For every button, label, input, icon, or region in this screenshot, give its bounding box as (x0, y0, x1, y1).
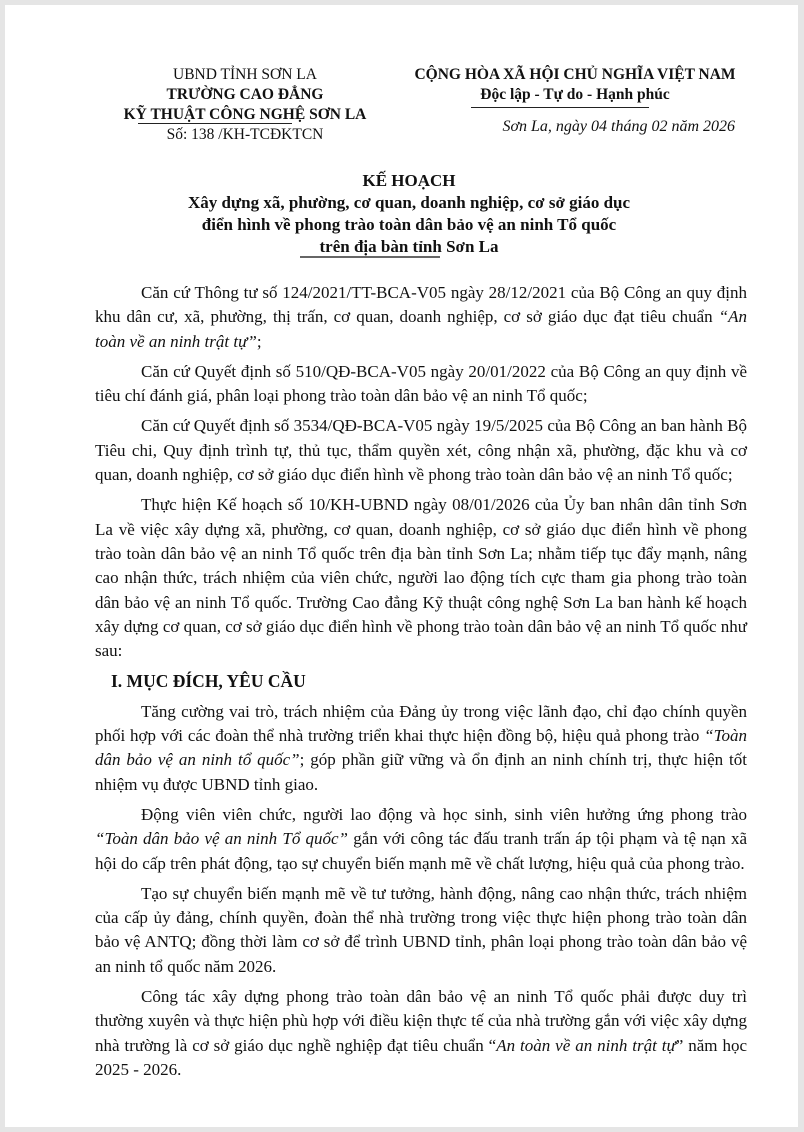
authority-name: UBND TỈNH SƠN LA (173, 66, 317, 83)
motto-underline (471, 107, 649, 108)
national-motto: Độc lập - Tự do - Hạnh phúc (480, 86, 670, 103)
title-line-2: điển hình về phong trào toàn dân bảo vệ an ninh Tổ quốc (201, 215, 617, 234)
issuing-authority-block (95, 65, 395, 145)
paragraph-implementation: Thực hiện Kế hoạch số 10/KH-UBND ngày 08/01/2026 của Ủy ban nhân dân tỉnh Sơn La về việc xây dựng xã, phường, cơ quan, doanh nghiệp, cơ sở giáo dục điển hình về phong trào toàn dân bảo vệ an ninh Tổ quốc trên địa bàn tỉnh Sơn La; nhằm tiếp tục đẩy mạnh, nâng cao nhận thức, trách nhiệm của viên chức, người lao động tích cực tham gia phong trào toàn dân bảo vệ an ninh Tổ quốc. Trường Cao đẳng Kỹ thuật công nghệ Sơn La ban hành kế hoạch xây dựng cơ quan, cơ sở giáo dục điển hình về phong trào toàn dân bảo vệ an ninh Tổ quốc như sau: (95, 495, 747, 661)
document-page (5, 5, 798, 1127)
document-title-block (95, 170, 723, 258)
org-name-line2: KỸ THUẬT CÔNG NGHỆ SƠN LA (123, 106, 367, 123)
paragraph-legal-basis-3: Căn cứ Quyết định số 3534/QĐ-BCA-V05 ngày 19/5/2025 của Bộ Công an ban hành Bộ Tiêu chi, Quy định trình tự, thủ tục, thẩm quyền xét, công nhận xã, phường, đặc khu và cơ quan, doanh nghiệp, cơ sở giáo dục điển hình về phong trào toàn dân bảo vệ an ninh Tổ quốc; (95, 416, 747, 485)
document-body (95, 281, 747, 1088)
title-line-3: trên địa bàn tỉnh Sơn La (319, 237, 499, 256)
paragraph-purpose-3: Tạo sự chuyển biến mạnh mẽ về tư tưởng, hành động, nâng cao nhận thức, trách nhiệm của cấp ủy đảng, chính quyền, đoàn thể nhà trường trong việc thực hiện phong trào toàn dân bảo vệ ANTQ; đồng thời làm cơ sở để trình UBND tỉnh, phân loại phong trào toàn dân bảo vệ an ninh tổ quốc năm 2026. (95, 883, 747, 976)
paragraph-legal-basis-1: Căn cứ Thông tư số 124/2021/TT-BCA-V05 ngày 28/12/2021 của Bộ Công an quy định khu dân cư, xã, phường, thị trấn, cơ quan, doanh nghiệp, cơ sở giáo dục đạt tiêu chuẩn “An toàn về an ninh trật tự”; (95, 283, 747, 351)
document-type: KẾ HOẠCH (362, 171, 456, 190)
title-line-1: Xây dựng xã, phường, cơ quan, doanh nghiệp, cơ sở giáo dục (187, 193, 631, 212)
section-heading-purpose: I. MỤC ĐÍCH, YÊU CẦU (111, 671, 306, 692)
org-underline (138, 123, 292, 124)
paragraph-legal-basis-2: Căn cứ Quyết định số 510/QĐ-BCA-V05 ngày 20/01/2022 của Bộ Công an quy định về tiêu chí đánh giá, phân loại phong trào toàn dân bảo vệ an ninh Tổ quốc; (95, 361, 747, 406)
place-date: Sơn La, ngày 04 tháng 02 năm 2026 (502, 118, 735, 135)
org-name-line1: TRƯỜNG CAO ĐẲNG (166, 86, 324, 103)
paragraph-purpose-4: Công tác xây dựng phong trào toàn dân bảo vệ an ninh Tổ quốc phải được duy trì thường xuyên và thực hiện phù hợp với điều kiện thực tế của nhà trường gắn với việc xây dựng nhà trường là cơ sở giáo dục nghề nghiệp đạt tiêu chuẩn “An toàn về an ninh trật tự” năm học 2025 - 2026. (95, 987, 747, 1079)
national-header-block (385, 65, 765, 105)
paragraph-purpose-2: Động viên viên chức, người lao động và học sinh, sinh viên hưởng ứng phong trào “Toàn dân bảo vệ an ninh Tổ quốc” gắn với công tác đấu tranh trấn áp tội phạm và tệ nạn xã hội do cấp trên phát động, tạo sự chuyển biến mạnh mẽ về chất lượng, hiệu quả của phong trào. (95, 804, 747, 873)
document-number: Số: 138 /KH-TCĐKTCN (166, 126, 324, 143)
title-underline (300, 256, 440, 258)
nation-title: CỘNG HÒA XÃ HỘI CHỦ NGHĨA VIỆT NAM (414, 66, 736, 83)
paragraph-purpose-1: Tăng cường vai trò, trách nhiệm của Đảng ủy trong việc lãnh đạo, chỉ đạo chính quyền phối hợp với các đoàn thể nhà trường triển khai thực hiện đồng bộ, hiệu quả phong trào “Toàn dân bảo vệ an ninh tổ quốc”; góp phần giữ vững và ổn định an ninh chính trị, thực hiện tốt nhiệm vụ được UBND tỉnh giao. (95, 701, 747, 794)
